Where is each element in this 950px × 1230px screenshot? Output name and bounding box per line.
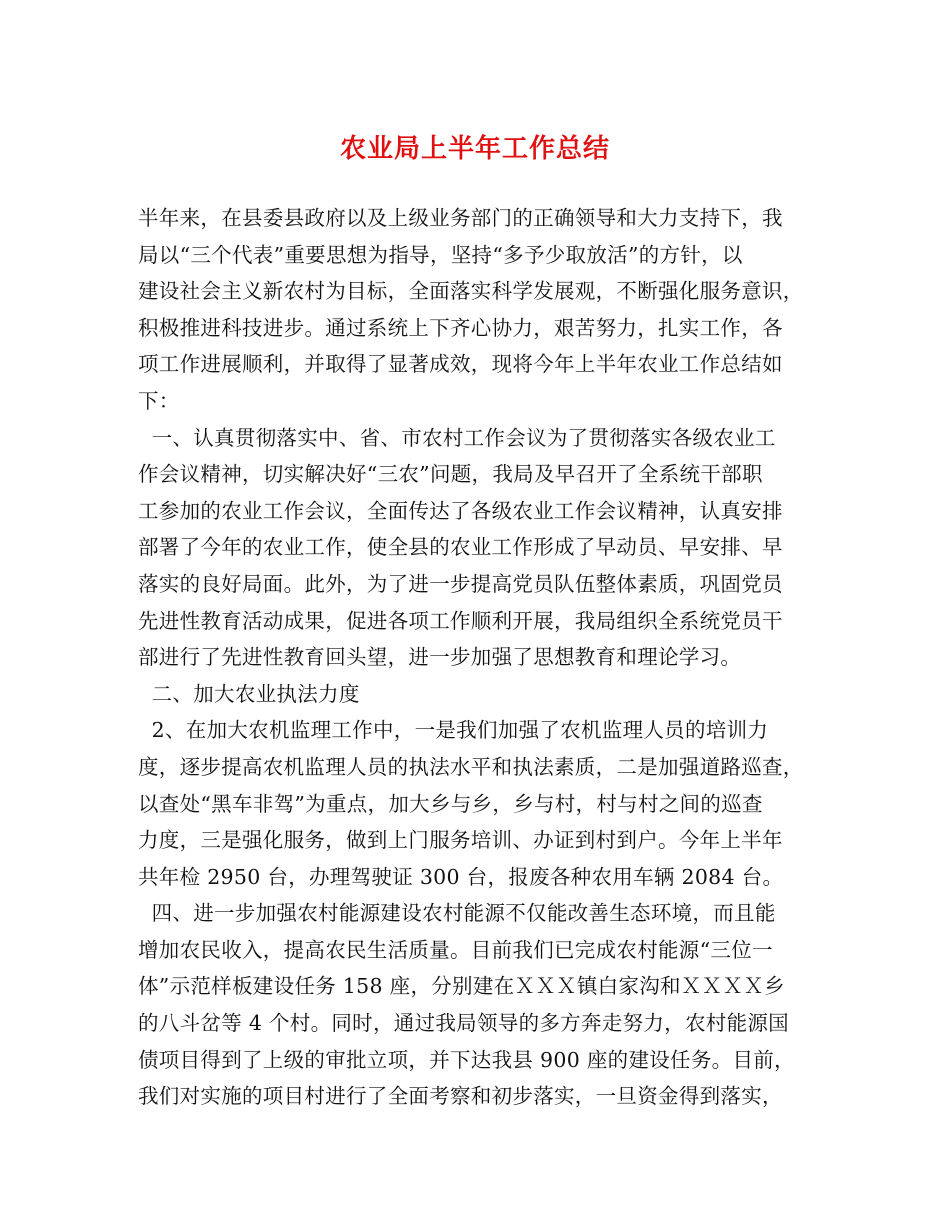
text-line: 局以“三个代表”重要思想为指导，坚持“多予少取放活”的方针，以 — [138, 242, 743, 267]
text-line: 作会议精神，切实解决好“三农”问题，我局及早召开了全系统干部职 — [138, 462, 763, 487]
text-line: 项工作进展顺利，并取得了显著成效，现将今年上半年农业工作总结如 — [138, 352, 783, 377]
text-line: 二、加大农业执法力度 — [138, 681, 360, 706]
text-line: 建设社会主义新农村为目标，全面落实科学发展观，不断强化服务意识， — [138, 279, 804, 304]
text-line: 半年来，在县委县政府以及上级业务部门的正确领导和大力支持下，我 — [138, 206, 783, 230]
text-line: 四、进一步加强农村能源建设农村能源不仅能改善生态环境，而且能 — [138, 901, 776, 926]
text-line: 以查处“黑车非驾”为重点，加大乡与乡，乡与村，村与村之间的巡查 — [138, 791, 763, 816]
text-line: 增加农民收入，提高农民生活质量。目前我们已完成农村能源“三位一 — [138, 937, 773, 962]
text-line: 共年检 2950 台，办理驾驶证 300 台，报废各种农用车辆 2084 台。 — [138, 864, 784, 889]
document-body — [138, 200, 828, 1115]
text-line: 下： — [138, 388, 180, 413]
text-line: 的八斗岔等 4 个村。同时，通过我局领导的多方奔走努力，农村能源国 — [138, 1011, 789, 1036]
document-title: 农业局上半年工作总结 — [339, 134, 610, 164]
text-line: 度，逐步提高农机监理人员的执法水平和执法素质，二是加强道路巡查， — [138, 754, 804, 779]
text-line: 一、认真贯彻落实中、省、市农村工作会议为了贯彻落实各级农业工 — [138, 425, 776, 450]
text-line: 债项目得到了上级的审批立项，并下达我县 900 座的建设任务。目前， — [138, 1047, 795, 1072]
text-line: 部署了今年的农业工作，使全县的农业工作形成了早动员、早安排、早 — [138, 535, 783, 560]
text-line: 工参加的农业工作会议，全面传达了各级农业工作会议精神，认真安排 — [138, 498, 783, 523]
text-line: 2、在加大农机监理工作中，一是我们加强了农机监理人员的培训力 — [138, 718, 769, 743]
text-line: 力度，三是强化服务，做到上门服务培训、办证到村到户。今年上半年 — [138, 828, 783, 853]
text-line: 体”示范样板建设任务 158 座，分别建在ＸＸＸ镇白家沟和ＸＸＸＸ乡 — [138, 974, 785, 999]
text-line: 落实的良好局面。此外，为了进一步提高党员队伍整体素质，巩固党员 — [138, 571, 783, 596]
text-line: 先进性教育活动成果，促进各项工作顺利开展，我局组织全系统党员干 — [138, 608, 783, 633]
text-line: 部进行了先进性教育回头望，进一步加强了思想教育和理论学习。 — [138, 645, 742, 670]
text-line: 积极推进科技进步。通过系统上下齐心协力，艰苦努力，扎实工作，各 — [138, 315, 783, 340]
text-line: 我们对实施的项目村进行了全面考察和初步落实，一旦资金得到落实， — [138, 1084, 783, 1109]
